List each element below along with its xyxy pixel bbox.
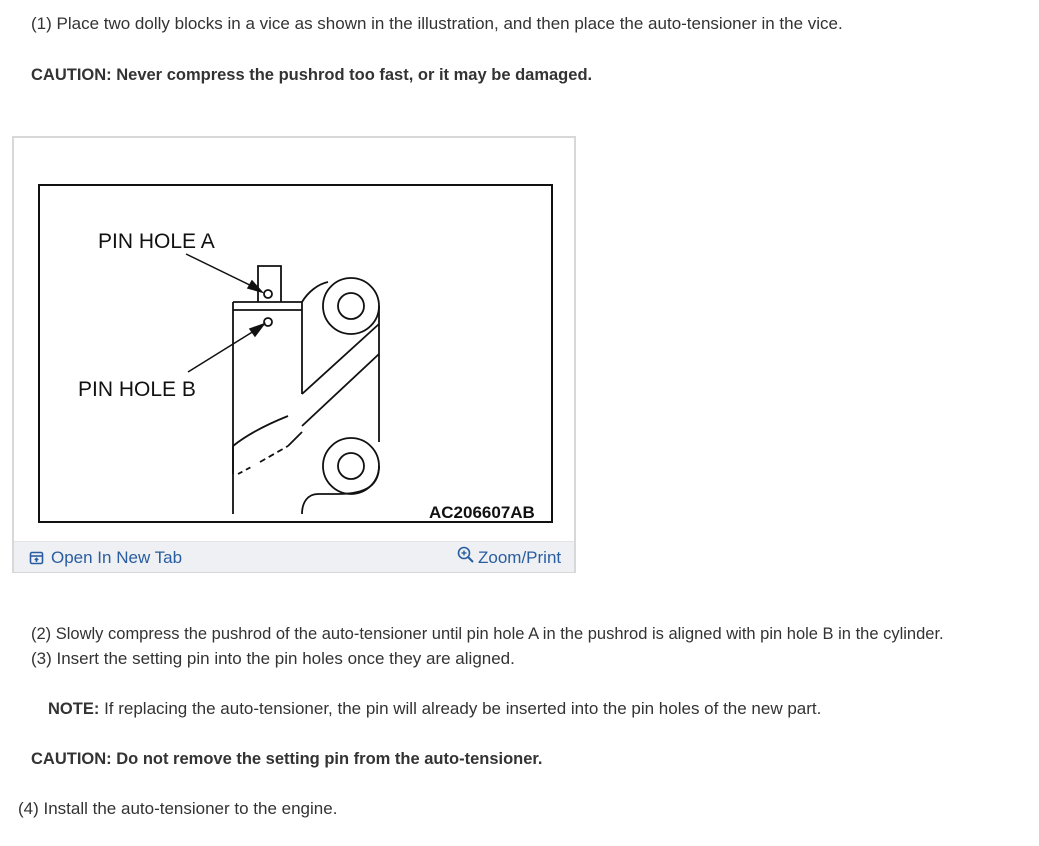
zoom-print-link[interactable] — [457, 547, 561, 569]
caution-2-text: CAUTION: Do not remove the setting pin from the auto-tensioner. — [31, 750, 543, 768]
pin-hole-b-label: PIN HOLE B — [78, 378, 196, 401]
illustration-figure — [12, 136, 576, 573]
note-label: NOTE: — [48, 700, 100, 718]
open-in-new-tab-link[interactable] — [29, 547, 182, 569]
note-body: If replacing the auto-tensioner, the pin will already be inserted into the pin holes of the new part. — [99, 699, 822, 718]
step-1-text: (1) Place two dolly blocks in a vice as shown in the illustration, and then place the auto-tensioner in the vice. — [31, 14, 843, 33]
step-4-text: (4) Install the auto-tensioner to the engine. — [18, 799, 338, 818]
step-3-text: (3) Insert the setting pin into the pin holes once they are aligned. — [31, 649, 515, 668]
pin-hole-a-label: PIN HOLE A — [98, 230, 215, 253]
figure-code: AC206607AB — [429, 503, 535, 522]
zoom-print-label: Zoom/Print — [478, 548, 562, 567]
note-text — [48, 698, 821, 720]
figure-footer — [14, 541, 574, 572]
step-2-text: (2) Slowly compress the pushrod of the auto-tensioner until pin hole A in the pushrod is aligned with pin hole B in the cylinder. — [31, 625, 944, 643]
open-in-new-tab-label: Open In New Tab — [51, 548, 183, 567]
auto-tensioner-diagram — [38, 184, 554, 524]
zoom-in-icon — [457, 546, 475, 564]
external-link-icon — [29, 550, 45, 566]
caution-1-text: CAUTION: Never compress the pushrod too fast, or it may be damaged. — [31, 66, 593, 84]
